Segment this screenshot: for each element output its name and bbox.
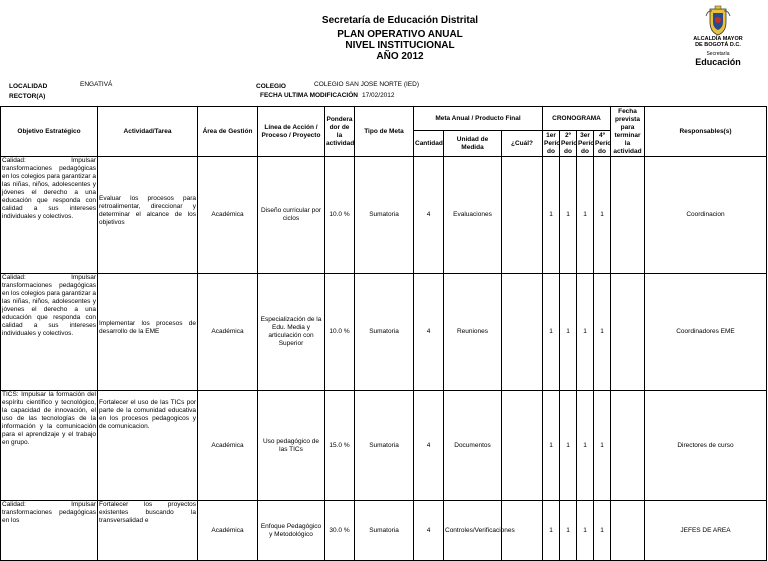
alcaldia-logo [672, 6, 764, 86]
localidad-value: ENGATIVÁ [80, 81, 113, 88]
colegio-label: COLEGIO [256, 83, 286, 90]
row-linea: Diseño curricular por ciclos [258, 157, 325, 274]
row-p2: 1 [560, 501, 577, 561]
col-cronograma: CRONOGRAMA [543, 107, 611, 131]
col-p2: 2º Perío do [561, 131, 578, 155]
header-title: Secretaría de Educación Distrital [321, 15, 479, 26]
header-level: NIVEL INSTITUCIONAL [345, 40, 455, 51]
logo-line-2: DE BOGOTÁ D.C. [695, 42, 741, 48]
col-unidad: Unidad de Medida [444, 131, 502, 157]
row-tarea: Evaluar los procesos para retroalimentar, direccionar y determinar el alcance de los objetivos [98, 157, 198, 274]
col-cantidad: Cantidad [414, 131, 444, 157]
rector-label: RECTOR(A) [9, 93, 46, 100]
row-cual [502, 157, 543, 274]
row-ponderador: 15.0 % [325, 391, 355, 501]
fecha-label: FECHA ULTIMA MODIFICACIÓN [260, 92, 358, 99]
row-p2: 1 [560, 157, 577, 274]
header-row-1 [1, 107, 767, 131]
row-p1: 1 [543, 501, 560, 561]
row-p4: 1 [594, 274, 611, 391]
row-cantidad: 4 [414, 391, 444, 501]
row-p2: 1 [560, 274, 577, 391]
row-p3: 1 [577, 501, 594, 561]
table-row [1, 501, 767, 561]
logo-line-1: ALCALDÍA MAYOR [693, 36, 743, 42]
row-unidad: Documentos [444, 391, 502, 501]
row-unidad: Reuniones [444, 274, 502, 391]
row-unidad: Controles/Verificaciones [444, 501, 502, 561]
row-responsables: Coordinacion [645, 157, 767, 274]
row-tarea: Fortalecer el uso de las TICs por parte de la comunidad educativa en los procesos pedagogicos y de comunicacion. [98, 391, 198, 501]
row-tipo-meta: Sumatoria [355, 157, 414, 274]
row-unidad: Evaluaciones [444, 157, 502, 274]
fecha-value: 17/02/2012 [362, 92, 395, 99]
col-objetivo: Objetivo Estratégico [1, 107, 98, 157]
document-header [0, 0, 768, 100]
logo-line-3: Secretaría [706, 51, 730, 57]
row-area: Académica [198, 501, 258, 561]
row-area: Académica [198, 157, 258, 274]
row-tipo-meta: Sumatoria [355, 274, 414, 391]
row-p1: 1 [543, 391, 560, 501]
row-responsables: JEFES DE AREA [645, 501, 767, 561]
col-linea: Línea de Acción / Proceso / Proyecto [258, 107, 325, 157]
row-cantidad: 4 [414, 501, 444, 561]
row-tipo-meta: Sumatoria [355, 391, 414, 501]
row-fecha [611, 391, 645, 501]
col-fecha-prevista: Fecha prevista para terminar la actividad [611, 107, 645, 157]
row-objetivo: Calidad: Impulsar transformaciones pedagógicas en los colegios para garantizar a las niñas, niños, adolescentes y jóvenes el derecho a una educación que responda con calidad a sus intereses individuales y colectivos. [1, 157, 98, 274]
col-cual: ¿Cuál? [502, 131, 543, 157]
colegio-value: COLEGIO SAN JOSE NORTE (IED) [314, 81, 419, 88]
row-responsables: Directores de curso [645, 391, 767, 501]
row-objetivo: TICS: Impulsar la formación del espíritu científico y tecnológico, la capacidad de innovación, el uso de las tecnologías de la información y la comunicación para el aprendizaje y el trabajo en grupo. [1, 391, 98, 501]
row-fecha [611, 157, 645, 274]
row-p1: 1 [543, 274, 560, 391]
bogota-crest-icon [704, 6, 732, 36]
col-tipo-meta: Tipo de Meta [355, 107, 414, 157]
row-cual [502, 391, 543, 501]
row-ponderador: 10.0 % [325, 157, 355, 274]
table-row [1, 274, 767, 391]
row-p4: 1 [594, 501, 611, 561]
row-tipo-meta: Sumatoria [355, 501, 414, 561]
table-row [1, 391, 767, 501]
row-cantidad: 4 [414, 157, 444, 274]
table-row [1, 157, 767, 274]
row-ponderador: 10.0 % [325, 274, 355, 391]
col-p1: 1er Perío do [544, 131, 561, 155]
row-objetivo: Calidad: Impulsar transformaciones pedagógicas en los colegios para garantizar a las niñas, niños, adolescentes y jóvenes el derecho a una educación que responda con calidad a sus intereses individuales y colectivos. [1, 274, 98, 391]
col-tarea: Actividad/Tarea [98, 107, 198, 157]
row-linea: Enfoque Pedagógico y Metodológico [258, 501, 325, 561]
col-area: Área de Gestión [198, 107, 258, 157]
row-p1: 1 [543, 157, 560, 274]
row-area: Académica [198, 391, 258, 501]
row-p2: 1 [560, 391, 577, 501]
row-p4: 1 [594, 391, 611, 501]
row-tarea: Fortalecer los proyectos existentes buscando la transversalidad e [98, 501, 198, 561]
row-tarea: Implementar los procesos de desarrollo de la EME [98, 274, 198, 391]
header-subtitle: PLAN OPERATIVO ANUAL [337, 29, 463, 40]
col-ponderador: Pondera dor de la actividad [325, 107, 355, 157]
row-area: Académica [198, 274, 258, 391]
col-meta-anual: Meta Anual / Producto Final [414, 107, 543, 131]
col-responsables: Responsables(s) [645, 107, 767, 157]
row-ponderador: 30.0 % [325, 501, 355, 561]
row-linea: Uso pedagógico de las TICs [258, 391, 325, 501]
row-responsables: Coordinadores EME [645, 274, 767, 391]
row-p4: 1 [594, 157, 611, 274]
row-fecha [611, 501, 645, 561]
plan-table [0, 106, 767, 561]
col-p3: 3er Perío do [578, 131, 595, 155]
row-p3: 1 [577, 274, 594, 391]
row-objetivo: Calidad: Impulsar transformaciones pedagógicas en los [1, 501, 98, 561]
logo-line-4: Educación [695, 57, 741, 67]
row-linea: Especialización de la Edu. Media y articulación con Superior [258, 274, 325, 391]
localidad-label: LOCALIDAD [9, 83, 48, 90]
row-fecha [611, 274, 645, 391]
row-cantidad: 4 [414, 274, 444, 391]
col-p4: 4º Perío do [595, 131, 612, 155]
row-p3: 1 [577, 157, 594, 274]
row-cual [502, 274, 543, 391]
row-p3: 1 [577, 391, 594, 501]
header-year: AÑO 2012 [376, 51, 424, 62]
